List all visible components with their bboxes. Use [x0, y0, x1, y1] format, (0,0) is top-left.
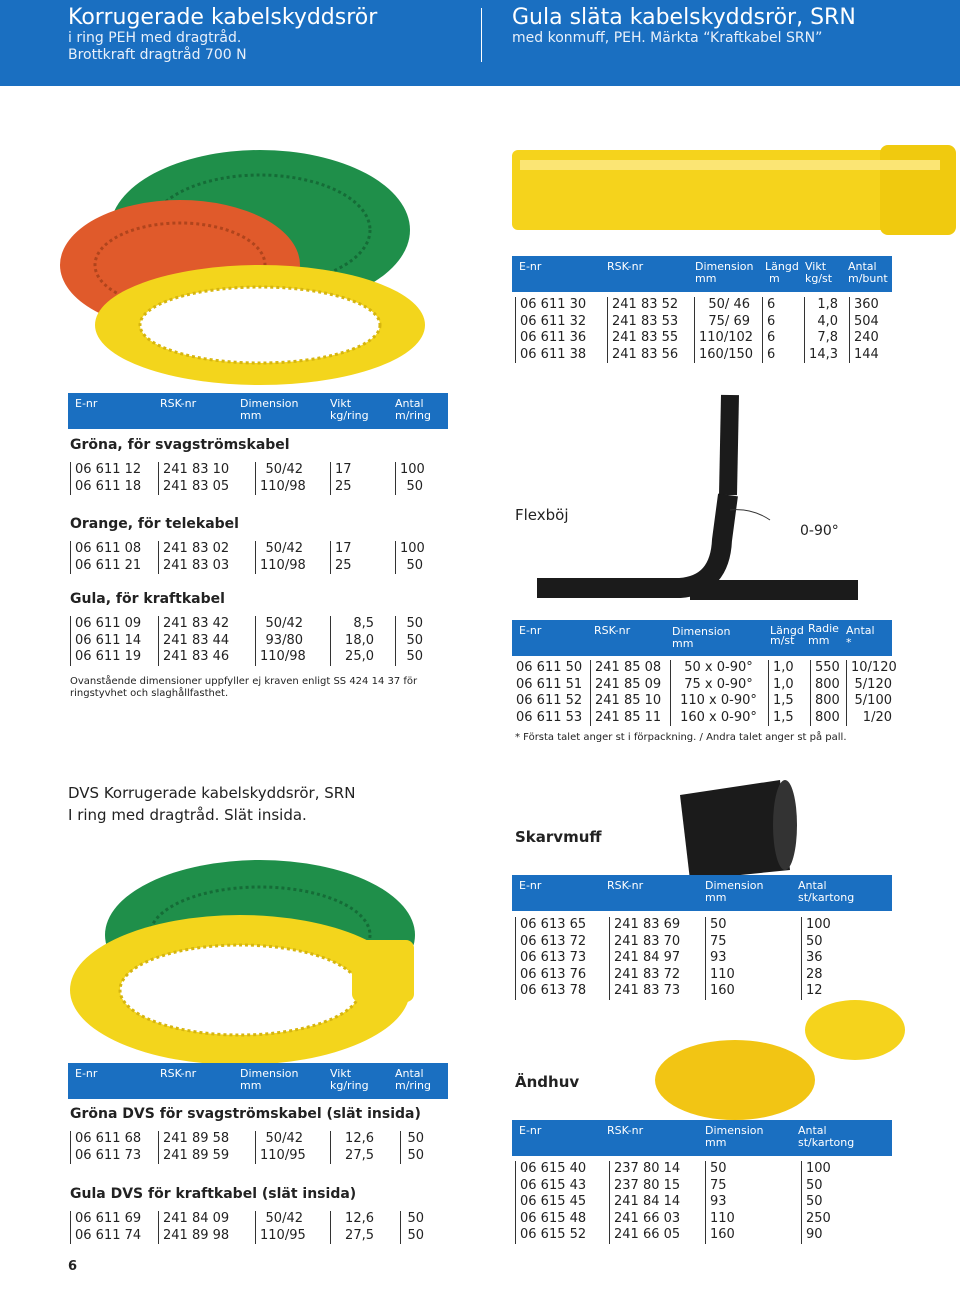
dvs-g2-ant: 50 50 [400, 1211, 426, 1244]
flex-col-rad: 550 800 800 800 [810, 660, 844, 726]
skarv-h-enr: E-nr [519, 879, 542, 892]
flex-h-enr: E-nr [519, 624, 542, 637]
page-number: 6 [68, 1259, 78, 1274]
skarv-h-ant2: st/kartong [798, 891, 855, 904]
kor-h-vikt2: kg/ring [330, 409, 369, 422]
dvs-h-dim: Dimension [240, 1067, 299, 1080]
kor-table-header [68, 393, 448, 429]
flexbend-image [537, 395, 858, 590]
dvs-g2-rsk: 241 84 09 241 89 98 [158, 1211, 248, 1244]
andhuv-col-enr: 06 615 40 06 615 43 06 615 45 06 615 48 06 615 52 [515, 1161, 603, 1244]
kor-g2-enr: 06 611 08 06 611 21 [70, 541, 152, 574]
flex-col-dim: 50 x 0-90° 75 x 0-90° 110 x 0-90° 160 x 0-90° [670, 660, 762, 726]
flex-h-ant: Antal [846, 624, 875, 637]
flex-col-ant: 10/120 5/120 5/100 1/20 [846, 660, 894, 726]
andhuv-h-enr: E-nr [519, 1124, 542, 1137]
dvs-g1-ant: 50 50 [400, 1131, 426, 1164]
flex-h-ant2: * [846, 636, 852, 649]
skarv-col-enr: 06 613 65 06 613 72 06 613 73 06 613 76 06 613 78 [515, 917, 603, 1000]
yellow-pipe-image [512, 145, 956, 235]
andhuv-col-dim: 50 75 93 110 160 [705, 1161, 785, 1244]
srn-h-dim2: mm [695, 272, 717, 285]
srn-col-rsk: 241 83 52 241 83 53 241 83 55 241 83 56 [607, 297, 687, 363]
header-left-title: Korrugerade kabelskyddsrör [68, 5, 378, 30]
dvs-title: DVS Korrugerade kabelskyddsrör, SRN [68, 784, 356, 802]
dvs-g2-dim: 50/42 110/95 [255, 1211, 305, 1244]
srn-table-header [512, 256, 892, 292]
andhuv-col-rsk: 237 80 14 237 80 15 241 84 14 241 66 03 241 66 05 [609, 1161, 699, 1244]
dvs-table-header [68, 1063, 448, 1099]
flex-table-header [512, 620, 892, 656]
flex-h-dim2: mm [672, 637, 694, 650]
kor-group1-title: Gröna, för svagströmskabel [70, 437, 290, 453]
andhuv-h-dim: Dimension [705, 1124, 764, 1137]
srn-h-dim: Dimension [695, 260, 754, 273]
flex-angle-label: 0-90° [800, 523, 839, 539]
srn-h-rsk: RSK-nr [607, 260, 644, 273]
srn-col-dim: 50/ 46 75/ 69 110/102 160/150 [694, 297, 752, 363]
srn-h-vikt2: kg/st [805, 272, 833, 285]
srn-h-len2: m [769, 272, 780, 285]
srn-h-len: Längd [765, 260, 799, 273]
kor-h-vikt: Vikt [330, 397, 352, 410]
srn-col-len: 6 6 6 6 [762, 297, 796, 363]
kor-h-ant: Antal [395, 397, 424, 410]
kor-g1-ant: 100 50 [395, 462, 425, 495]
kor-g2-ant: 100 50 [395, 541, 425, 574]
header-right-sub: med konmuff, PEH. Märkta “Kraftkabel SRN” [512, 30, 823, 46]
flex-col-rsk: 241 85 08 241 85 09 241 85 10 241 85 11 [590, 660, 666, 726]
andhuv-table-header [512, 1120, 892, 1156]
srn-col-enr: 06 611 30 06 611 32 06 611 36 06 611 38 [515, 297, 603, 363]
header-right-title: Gula släta kabelskyddsrör, SRN [512, 5, 856, 30]
kor-group3-title: Gula, för kraftkabel [70, 591, 225, 607]
coils-image [60, 150, 425, 385]
skarv-col-rsk: 241 83 69 241 83 70 241 84 97 241 83 72 241 83 73 [609, 917, 699, 1000]
srn-col-vikt: 1,8 4,0 7,8 14,3 [804, 297, 840, 363]
dvs-group2-title: Gula DVS för kraftkabel (slät insida) [70, 1186, 357, 1202]
srn-h-vikt: Vikt [805, 260, 827, 273]
kor-g2-dim: 50/42 110/98 [255, 541, 305, 574]
flex-note: * Första talet anger st i förpackning. / Andra talet anger st på pall. [515, 732, 847, 743]
skarv-h-ant: Antal [798, 879, 827, 892]
dvs-g2-vikt: 12,6 27,5 [330, 1211, 376, 1244]
flex-title: Flexböj [515, 506, 569, 524]
dvs-subtitle: I ring med dragtråd. Slät insida. [68, 806, 307, 824]
kor-g1-dim: 50/42 110/98 [255, 462, 305, 495]
kor-note: Ovanstående dimensioner uppfyller ej kraven enligt SS 424 14 37 för ringstyvhet och slaghållfasthet. [70, 676, 418, 699]
srn-h-ant2: m/bunt [848, 272, 888, 285]
flex-col-enr: 06 611 50 06 611 51 06 611 52 06 611 53 [516, 660, 583, 725]
kor-g3-dim: 50/42 93/80 110/98 [255, 616, 305, 666]
dvs-h-dim2: mm [240, 1079, 262, 1092]
skarv-h-rsk: RSK-nr [607, 879, 644, 892]
dvs-h-ant2: m/ring [395, 1079, 431, 1092]
dvs-h-vikt2: kg/ring [330, 1079, 369, 1092]
kor-g3-vikt: 8,5 18,0 25,0 [330, 616, 376, 666]
kor-h-rsk: RSK-nr [160, 397, 197, 410]
andhuv-h-rsk: RSK-nr [607, 1124, 644, 1137]
kor-group2-title: Orange, för telekabel [70, 516, 239, 532]
dvs-g2-enr: 06 611 69 06 611 74 [70, 1211, 152, 1244]
kor-h-ant2: m/ring [395, 409, 431, 422]
andhuv-title: Ändhuv [515, 1073, 580, 1091]
end-cap-image [655, 1000, 905, 1120]
skarv-title: Skarvmuff [515, 828, 602, 846]
skarv-col-ant: 100 50 36 28 12 [801, 917, 861, 1000]
andhuv-h-dim2: mm [705, 1136, 727, 1149]
header-left-sub1: i ring PEH med dragtråd. [68, 30, 242, 46]
kor-g3-rsk: 241 83 42 241 83 44 241 83 46 [158, 616, 248, 666]
andhuv-col-ant: 100 50 50 250 90 [801, 1161, 861, 1244]
kor-h-dim2: mm [240, 409, 262, 422]
flex-h-len: Längd [770, 624, 804, 637]
dvs-h-rsk: RSK-nr [160, 1067, 197, 1080]
kor-g1-vikt: 17 25 [330, 462, 370, 495]
kor-g1-enr: 06 611 12 06 611 18 [70, 462, 152, 495]
kor-h-dim: Dimension [240, 397, 299, 410]
kor-g2-rsk: 241 83 02 241 83 03 [158, 541, 248, 574]
kor-g2-vikt: 17 25 [330, 541, 370, 574]
kor-g3-enr: 06 611 09 06 611 14 06 611 19 [70, 616, 152, 666]
flex-h-dim: Dimension [672, 625, 731, 638]
skarv-h-dim: Dimension [705, 879, 764, 892]
srn-h-ant: Antal [848, 260, 877, 273]
flex-h-len2: m/st [770, 634, 795, 647]
dvs-group1-title: Gröna DVS för svagströmskabel (slät insida) [70, 1106, 421, 1122]
kor-g3-ant: 50 50 50 [395, 616, 425, 666]
dvs-g1-vikt: 12,6 27,5 [330, 1131, 376, 1164]
srn-h-enr: E-nr [519, 260, 542, 273]
flex-h-rad2: mm [808, 634, 830, 647]
skarv-table-header [512, 875, 892, 911]
dvs-h-ant: Antal [395, 1067, 424, 1080]
srn-col-ant: 360 504 240 144 [849, 297, 885, 363]
dvs-g1-rsk: 241 89 58 241 89 59 [158, 1131, 248, 1164]
flex-h-rsk: RSK-nr [594, 624, 631, 637]
coupler-image [680, 780, 797, 880]
skarv-col-dim: 50 75 93 110 160 [705, 917, 785, 1000]
kor-g1-rsk: 241 83 10 241 83 05 [158, 462, 248, 495]
kor-h-enr: E-nr [75, 397, 98, 410]
flex-col-len: 1,0 1,0 1,5 1,5 [768, 660, 804, 726]
skarv-h-dim2: mm [705, 891, 727, 904]
dvs-coils-image [70, 860, 415, 1065]
dvs-g1-enr: 06 611 68 06 611 73 [70, 1131, 152, 1164]
header-left-sub2: Brottkraft dragtråd 700 N [68, 47, 247, 63]
andhuv-h-ant: Antal [798, 1124, 827, 1137]
dvs-h-enr: E-nr [75, 1067, 98, 1080]
andhuv-h-ant2: st/kartong [798, 1136, 855, 1149]
dvs-g1-dim: 50/42 110/95 [255, 1131, 305, 1164]
flex-h-rad: Radie [808, 622, 839, 635]
dvs-h-vikt: Vikt [330, 1067, 352, 1080]
